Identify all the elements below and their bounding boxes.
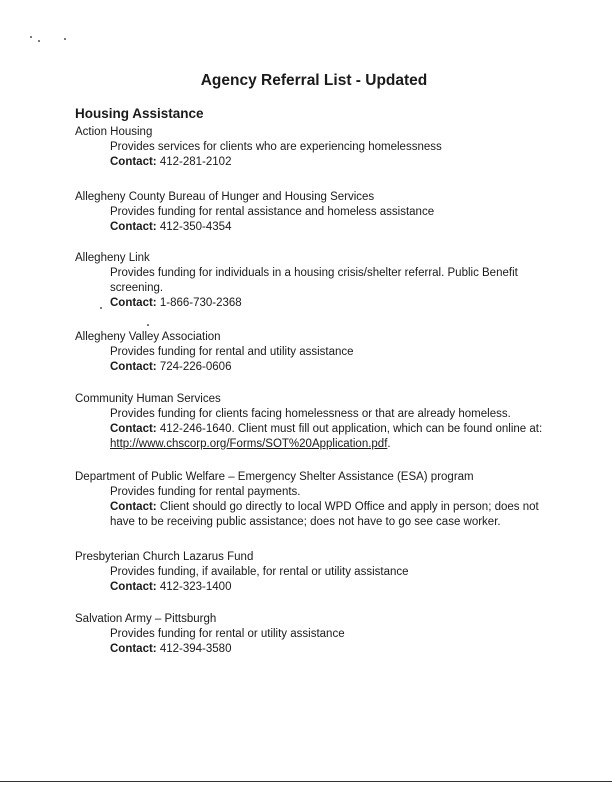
- bottom-rule: [0, 781, 612, 782]
- contact-label: Contact:: [110, 643, 157, 655]
- agency-contact: [110, 422, 555, 452]
- agency-description: Provides funding for rental and utility assistance: [110, 346, 354, 358]
- agency-contact: [110, 360, 555, 375]
- agency-description: Provides funding for rental or utility assistance: [110, 628, 345, 640]
- contact-text: 1-866-730-2368: [159, 297, 242, 309]
- contact-label: Contact:: [110, 156, 157, 168]
- application-link[interactable]: http://www.chscorp.org/Forms/SOT%20Application.pdf: [110, 438, 388, 450]
- contact-text: 724-226-0606: [159, 361, 232, 373]
- contact-text: 412-246-1640. Client must fill out application, which can be found online at:: [159, 423, 543, 435]
- agency-description: Provides funding for individuals in a housing crisis/shelter referral. Public Benefit screening.: [110, 267, 518, 294]
- agency-name: Allegheny Link: [75, 252, 150, 264]
- agency-entry: [75, 612, 555, 657]
- agency-entry: [75, 251, 555, 311]
- agency-contact: [110, 155, 555, 170]
- scan-speck: [64, 38, 66, 40]
- agency-contact: [110, 220, 555, 235]
- agency-contact: [110, 500, 555, 530]
- scan-speck: [38, 40, 40, 42]
- url-suffix: .: [387, 438, 391, 450]
- contact-text: 412-394-3580: [159, 643, 232, 655]
- agency-contact: [110, 642, 555, 657]
- contact-text: 412-350-4354: [159, 221, 232, 233]
- agency-entry: [75, 190, 555, 235]
- contact-label: Contact:: [110, 221, 157, 233]
- agency-contact: [110, 296, 555, 311]
- agency-entry: [75, 470, 555, 530]
- contact-text: 412-281-2102: [159, 156, 232, 168]
- agency-name: Community Human Services: [75, 393, 221, 405]
- agency-contact: [110, 580, 555, 595]
- contact-label: Contact:: [110, 423, 157, 435]
- agency-name: Salvation Army – Pittsburgh: [75, 613, 217, 625]
- contact-label: Contact:: [110, 297, 157, 309]
- agency-entry: [75, 125, 555, 170]
- agency-description: Provides funding for rental assistance and homeless assistance: [110, 206, 435, 218]
- contact-label: Contact:: [110, 361, 157, 373]
- agency-entry: [75, 330, 555, 375]
- page-title: Agency Referral List - Updated: [200, 72, 428, 89]
- agency-description: Provides funding for clients facing homelessness or that are already homeless.: [110, 408, 511, 420]
- agency-name: Presbyterian Church Lazarus Fund: [75, 551, 254, 563]
- section-heading: Housing Assistance: [75, 106, 204, 121]
- scan-speck: [147, 324, 149, 326]
- contact-label: Contact:: [110, 501, 157, 513]
- scan-speck: [100, 307, 102, 309]
- agency-description: Provides funding, if available, for rental or utility assistance: [110, 566, 409, 578]
- agency-name: Allegheny County Bureau of Hunger and Housing Services: [75, 191, 375, 203]
- agency-description: Provides funding for rental payments.: [110, 486, 301, 498]
- agency-entry: [75, 392, 555, 452]
- scan-speck: [30, 36, 32, 38]
- contact-label: Contact:: [110, 581, 157, 593]
- agency-name: Department of Public Welfare – Emergency Shelter Assistance (ESA) program: [75, 471, 474, 483]
- contact-text: Client should go directly to local WPD Office and apply in person; does not have to be receiving public assistance; does not have to go see case worker.: [110, 501, 539, 528]
- agency-name: Action Housing: [75, 126, 153, 138]
- agency-entry: [75, 550, 555, 595]
- agency-description: Provides services for clients who are experiencing homelessness: [110, 141, 442, 153]
- agency-name: Allegheny Valley Association: [75, 331, 221, 343]
- contact-text: 412-323-1400: [159, 581, 232, 593]
